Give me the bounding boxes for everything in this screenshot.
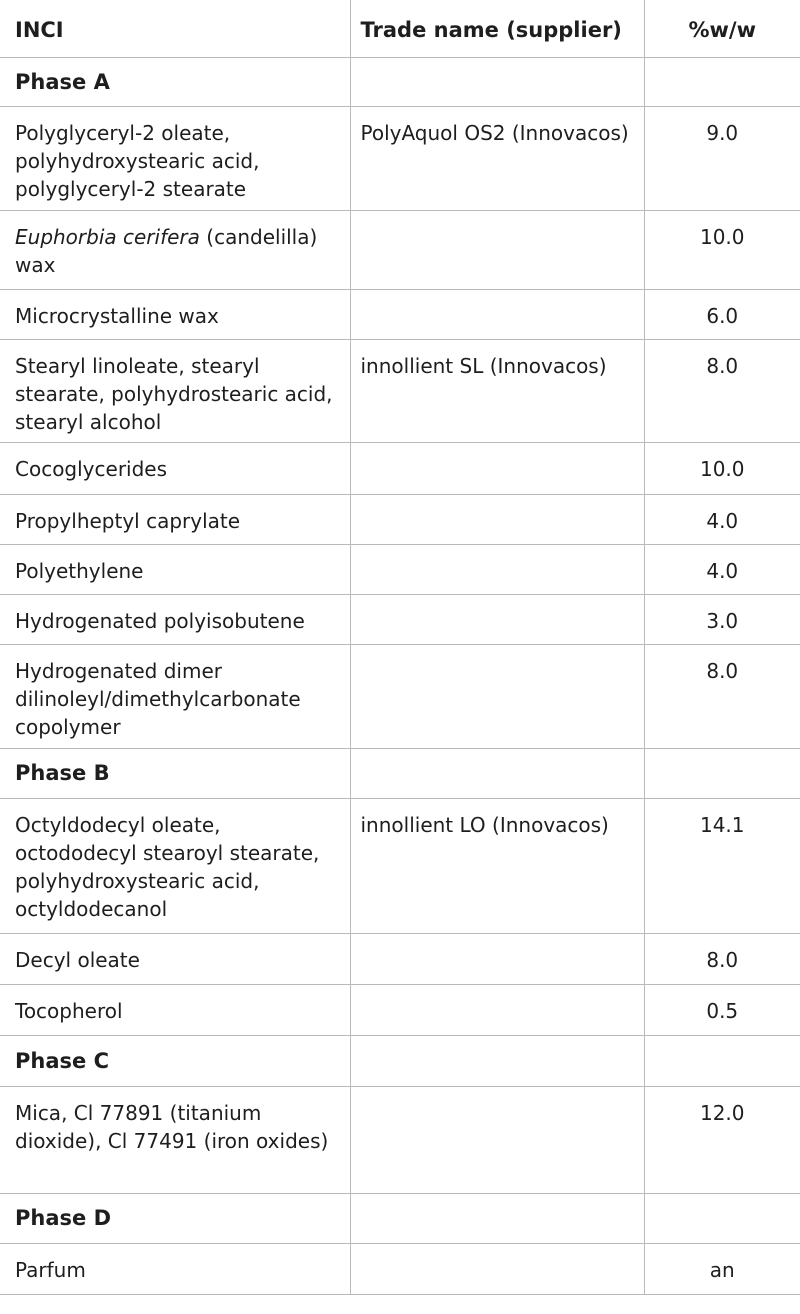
- trade-name-cell: [350, 984, 644, 1035]
- percent-cell: 12.0: [644, 1086, 800, 1193]
- phase-row: [0, 57, 800, 106]
- trade-name-cell: [350, 1086, 644, 1193]
- trade-name-cell: [350, 933, 644, 984]
- trade-name-cell: [350, 494, 644, 544]
- phase-row: [0, 748, 800, 798]
- trade-name-cell: [350, 442, 644, 494]
- phase-label: Phase D: [0, 1193, 350, 1243]
- inci-cell: Octyldodecyl oleate, octododecyl stearoyl stearate, polyhydroxystearic acid, octyldodecanol: [0, 798, 350, 933]
- percent-cell: 14.1: [644, 798, 800, 933]
- inci-cell: Microcrystalline wax: [0, 289, 350, 339]
- ingredient-row: [0, 933, 800, 984]
- phase-label: Phase C: [0, 1035, 350, 1086]
- inci-cell: Stearyl linoleate, stearyl stearate, polyhydrostearic acid, stearyl alcohol: [0, 339, 350, 442]
- ingredient-row: [0, 544, 800, 594]
- trade-name-cell: innollient SL (Innovacos): [350, 339, 644, 442]
- trade-name-cell: [350, 594, 644, 644]
- inci-cell: Hydrogenated polyisobutene: [0, 594, 350, 644]
- header-row: [0, 0, 800, 57]
- phase-row: [0, 1035, 800, 1086]
- empty-cell: [644, 1035, 800, 1086]
- percent-cell: 4.0: [644, 544, 800, 594]
- percent-cell: 8.0: [644, 644, 800, 748]
- inci-cell: Mica, Cl 77891 (titanium dioxide), Cl 77491 (iron oxides): [0, 1086, 350, 1193]
- ingredient-row: [0, 984, 800, 1035]
- header-inci: INCI: [0, 0, 350, 57]
- trade-name-cell: PolyAquol OS2 (Innovacos): [350, 106, 644, 210]
- ingredient-row: [0, 594, 800, 644]
- inci-cell: Parfum: [0, 1243, 350, 1294]
- empty-cell: [350, 1035, 644, 1086]
- ingredient-row: [0, 339, 800, 442]
- percent-cell: 10.0: [644, 442, 800, 494]
- percent-cell: 8.0: [644, 339, 800, 442]
- trade-name-cell: [350, 210, 644, 289]
- ingredient-row: [0, 1243, 800, 1294]
- empty-cell: [644, 1193, 800, 1243]
- empty-cell: [644, 748, 800, 798]
- ingredient-row: [0, 1086, 800, 1193]
- percent-cell: 3.0: [644, 594, 800, 644]
- inci-cell: Propylheptyl caprylate: [0, 494, 350, 544]
- percent-cell: 6.0: [644, 289, 800, 339]
- percent-cell: 10.0: [644, 210, 800, 289]
- inci-cell: Tocopherol: [0, 984, 350, 1035]
- empty-cell: [350, 1193, 644, 1243]
- empty-cell: [644, 57, 800, 106]
- inci-cell: Decyl oleate: [0, 933, 350, 984]
- trade-name-cell: [350, 289, 644, 339]
- inci-cell: Hydrogenated dimer dilinoleyl/dimethylcarbonate copolymer: [0, 644, 350, 748]
- percent-cell: 0.5: [644, 984, 800, 1035]
- phase-label: Phase B: [0, 748, 350, 798]
- header-percent: %w/w: [644, 0, 800, 57]
- percent-cell: an: [644, 1243, 800, 1294]
- empty-cell: [350, 57, 644, 106]
- ingredient-row: [0, 494, 800, 544]
- percent-cell: 9.0: [644, 106, 800, 210]
- header-trade-name: Trade name (supplier): [350, 0, 644, 57]
- inci-cell: [0, 210, 350, 289]
- percent-cell: 8.0: [644, 933, 800, 984]
- inci-cell: Polyethylene: [0, 544, 350, 594]
- trade-name-cell: [350, 644, 644, 748]
- phase-label: Phase A: [0, 57, 350, 106]
- inci-cell: Cocoglycerides: [0, 442, 350, 494]
- ingredient-row: [0, 106, 800, 210]
- percent-cell: 4.0: [644, 494, 800, 544]
- inci-italic-text: Euphorbia cerifera: [15, 224, 200, 249]
- ingredient-row: [0, 210, 800, 289]
- ingredient-row: [0, 442, 800, 494]
- ingredient-row: [0, 289, 800, 339]
- ingredient-row: [0, 644, 800, 748]
- trade-name-cell: [350, 1243, 644, 1294]
- empty-cell: [350, 748, 644, 798]
- inci-cell: Polyglyceryl-2 oleate, polyhydroxystearic acid, polyglyceryl-2 stearate: [0, 106, 350, 210]
- trade-name-cell: innollient LO (Innovacos): [350, 798, 644, 933]
- ingredient-row: [0, 798, 800, 933]
- trade-name-cell: [350, 544, 644, 594]
- phase-row: [0, 1193, 800, 1243]
- inci-text: (candelilla) wax: [15, 224, 318, 277]
